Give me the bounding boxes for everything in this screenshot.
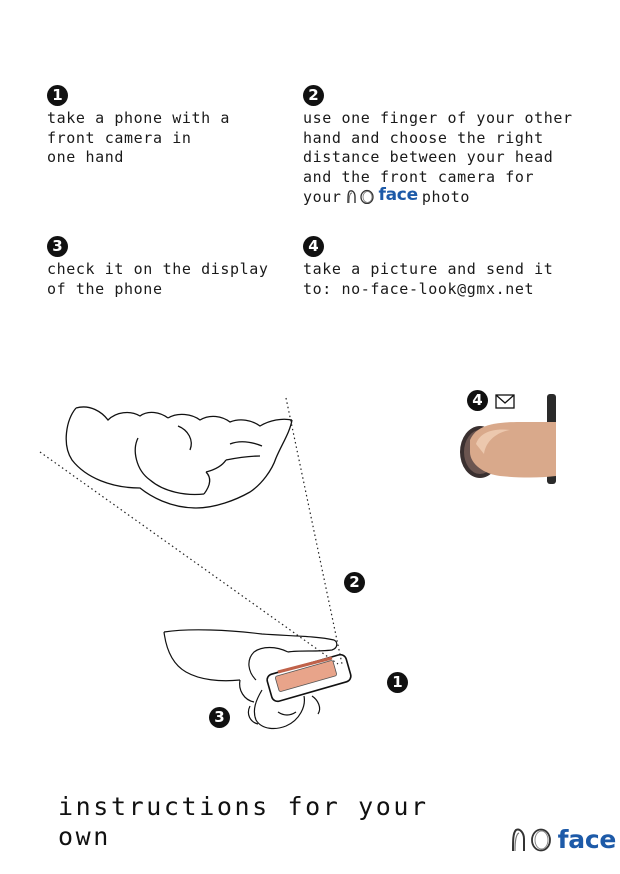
step-3 xyxy=(47,236,287,299)
brand-no-icon xyxy=(346,187,376,204)
step-number-3: 3 xyxy=(47,236,68,257)
step-4 xyxy=(303,236,603,299)
figure-label-1: 1 xyxy=(387,672,408,693)
figure-label-3: 3 xyxy=(209,707,230,728)
step-2-text xyxy=(303,109,603,208)
step-2 xyxy=(303,85,603,208)
step-2-text-main: use one finger of your other hand and choose the right distance between your head and the front camera for your xyxy=(303,109,573,206)
step-number-4: 4 xyxy=(303,236,324,257)
envelope-icon xyxy=(496,395,514,408)
step-2-text-after: photo xyxy=(421,188,470,206)
footer-text: instructions for your own xyxy=(58,792,429,851)
figure-label-4: 4 xyxy=(467,390,488,411)
head-sketch-icon xyxy=(66,407,292,508)
step-1-text: take a phone with a front camera in one hand xyxy=(47,109,230,166)
figure-label-2: 2 xyxy=(344,572,365,593)
step-3-text: check it on the display of the phone xyxy=(47,260,269,298)
instruction-illustration xyxy=(0,380,620,740)
step-1 xyxy=(47,85,287,168)
brand-logo-footer xyxy=(510,824,616,852)
camera-angle-lines xyxy=(40,398,342,664)
step-number-1: 1 xyxy=(47,85,68,106)
footer-title xyxy=(58,792,620,852)
brand-face-text: face xyxy=(378,185,418,205)
step-number-2: 2 xyxy=(303,85,324,106)
brand-no-icon xyxy=(510,824,554,852)
brand-face-text: face xyxy=(557,825,616,854)
step-4-text: take a picture and send it to: no-face-look@gmx.net xyxy=(303,260,554,298)
hand-holding-phone-icon xyxy=(164,630,352,729)
brand-logo-inline xyxy=(346,187,418,204)
